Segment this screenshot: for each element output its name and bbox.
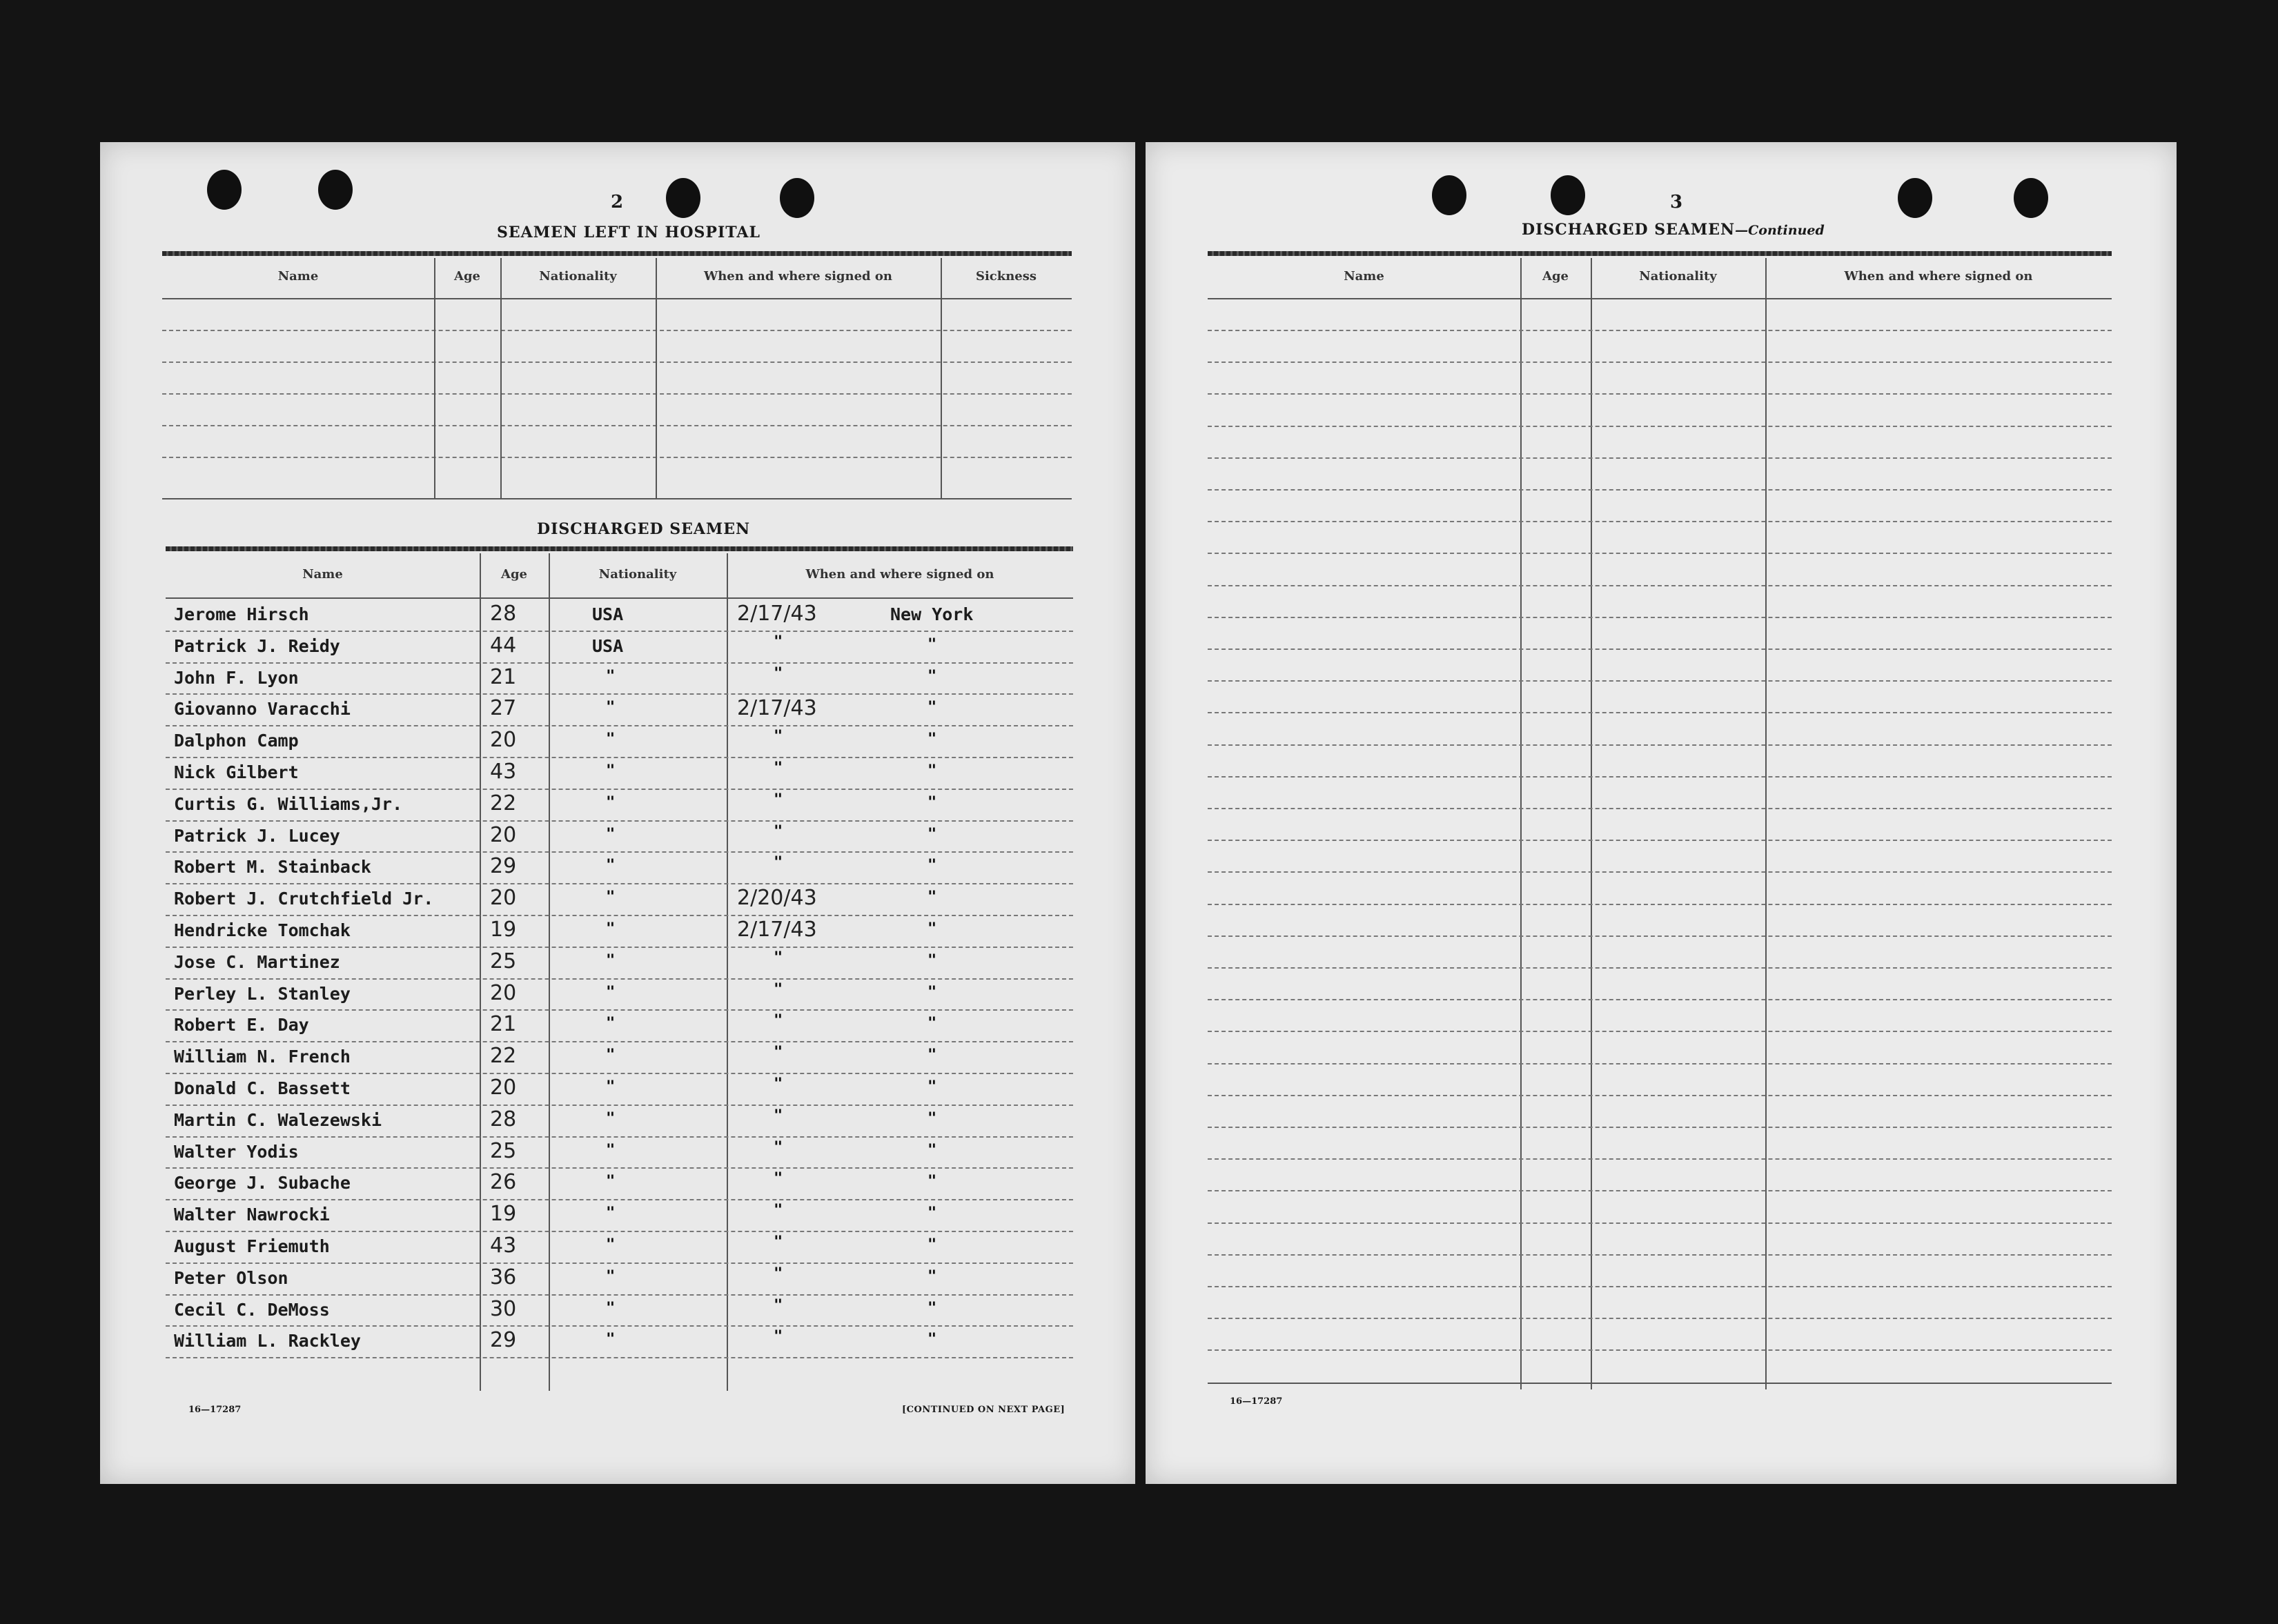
table-row [166, 853, 1073, 884]
cell-place: " [927, 951, 937, 969]
cell-date: " [774, 1265, 783, 1283]
cell-age: 22 [490, 1044, 517, 1069]
cell-name: John F. Lyon [174, 667, 299, 688]
continued-table [1208, 251, 2112, 1389]
cell-age: 28 [490, 602, 517, 626]
cell-place: " [927, 1109, 937, 1127]
cell-date: " [774, 1138, 783, 1156]
cell-age: 44 [490, 633, 517, 657]
cell-date: " [774, 1012, 783, 1030]
cell-name: Patrick J. Lucey [174, 825, 340, 846]
table-row [166, 1138, 1073, 1169]
cell-name: August Friemuth [174, 1236, 330, 1256]
right-section-title: DISCHARGED SEAMEN—Continued [1522, 221, 1825, 239]
right-page [1146, 142, 2177, 1484]
table-row [166, 1200, 1073, 1232]
table-row [166, 980, 1073, 1011]
cell-age: 20 [490, 1076, 517, 1100]
punch-hole [2014, 178, 2048, 218]
cell-name: Walter Nawrocki [174, 1205, 330, 1225]
table-row [166, 790, 1073, 822]
table-row [166, 1074, 1073, 1106]
table-row [166, 1232, 1073, 1264]
cell-name: Jerome Hirsch [174, 604, 309, 624]
cell-age: 29 [490, 854, 517, 879]
cell-date: " [774, 791, 783, 809]
cell-nationality: " [606, 825, 616, 843]
cell-name: Cecil C. DeMoss [174, 1299, 330, 1320]
table-row [166, 600, 1073, 632]
header-sickness: Sickness [975, 269, 1037, 284]
cell-date: " [774, 664, 783, 682]
header-signed-on: When and where signed on [704, 269, 892, 284]
header-nationality: Nationality [539, 269, 617, 284]
cell-nationality: " [606, 699, 616, 717]
cell-name: Robert E. Day [174, 1015, 309, 1036]
cell-place: " [927, 1236, 937, 1254]
cell-name: Giovanno Varacchi [174, 699, 351, 720]
punch-hole [780, 178, 814, 218]
header-name: Name [302, 567, 343, 582]
form-number: 16—17287 [1230, 1396, 1283, 1407]
left-page [100, 142, 1135, 1484]
cell-nationality: " [606, 1331, 616, 1349]
punch-hole [1551, 175, 1585, 215]
discharged-table [166, 546, 1073, 1402]
cell-nationality: " [606, 1205, 616, 1222]
cell-name: Dalphon Camp [174, 731, 299, 751]
cell-name: William L. Rackley [174, 1331, 361, 1351]
cell-age: 21 [490, 1012, 517, 1037]
table-row [166, 1169, 1073, 1200]
cell-name: Peter Olson [174, 1267, 288, 1288]
table-row [166, 822, 1073, 853]
cell-date: " [774, 760, 783, 777]
table-row [166, 1011, 1073, 1042]
cell-place: " [927, 857, 937, 875]
cell-place: " [927, 793, 937, 811]
punch-hole [666, 178, 700, 218]
cell-date: " [774, 1044, 783, 1062]
cell-age: 20 [490, 822, 517, 847]
cell-age: 21 [490, 664, 517, 689]
discharged-section-title: DISCHARGED SEAMEN [537, 520, 751, 538]
cell-nationality: " [606, 983, 616, 1001]
cell-age: 20 [490, 980, 517, 1005]
table-row [166, 758, 1073, 790]
cell-place: " [927, 889, 937, 907]
cell-name: George J. Subache [174, 1173, 351, 1194]
cell-date: 2/17/43 [737, 696, 817, 721]
cell-age: 19 [490, 1202, 517, 1227]
cell-name: Nick Gilbert [174, 762, 299, 782]
cell-date: " [774, 949, 783, 967]
cell-age: 19 [490, 918, 517, 942]
page-number: 2 [611, 192, 624, 212]
header-nationality: Nationality [1639, 269, 1717, 284]
cell-nationality: " [606, 920, 616, 938]
cell-place: " [927, 1047, 937, 1064]
cell-date: " [774, 1076, 783, 1093]
table-row [166, 1296, 1073, 1327]
table-row [166, 695, 1073, 726]
cell-nationality: " [606, 1299, 616, 1317]
cell-name: Robert J. Crutchfield Jr. [174, 889, 434, 909]
cell-date: " [774, 1296, 783, 1314]
cell-nationality: " [606, 1109, 616, 1127]
table-row [166, 726, 1073, 758]
cell-nationality: " [606, 731, 616, 749]
cell-place: " [927, 1141, 937, 1159]
cell-name: Patrick J. Reidy [174, 635, 340, 656]
cell-age: 30 [490, 1296, 517, 1321]
cell-place: " [927, 699, 937, 717]
cell-nationality: " [606, 1267, 616, 1285]
cell-date: " [774, 1234, 783, 1251]
cell-date: " [774, 633, 783, 651]
cell-place: " [927, 825, 937, 843]
cell-nationality: " [606, 857, 616, 875]
punch-hole [318, 170, 353, 210]
cell-age: 25 [490, 949, 517, 973]
header-age: Age [1542, 269, 1569, 284]
cell-age: 20 [490, 728, 517, 753]
cell-date: " [774, 1202, 783, 1220]
cell-age: 29 [490, 1328, 517, 1353]
cell-date: 2/20/43 [737, 886, 817, 911]
header-age: Age [500, 567, 527, 582]
table-row [166, 948, 1073, 980]
cell-name: Curtis G. Williams,Jr. [174, 793, 403, 814]
cell-nationality: " [606, 1236, 616, 1254]
cell-age: 27 [490, 696, 517, 721]
cell-place: " [927, 1267, 937, 1285]
cell-nationality: " [606, 889, 616, 907]
cell-place: " [927, 1331, 937, 1349]
cell-nationality: " [606, 1015, 616, 1033]
cell-name: Perley L. Stanley [174, 983, 351, 1004]
cell-name: Robert M. Stainback [174, 857, 371, 878]
table-row [166, 1264, 1073, 1296]
header-signed-on: When and where signed on [1844, 269, 2033, 284]
cell-date: " [774, 1328, 783, 1346]
cell-nationality: " [606, 793, 616, 811]
header-signed-on: When and where signed on [805, 567, 994, 582]
table-row [166, 884, 1073, 916]
cell-date: " [774, 728, 783, 746]
cell-nationality: " [606, 762, 616, 780]
cell-date: " [774, 1170, 783, 1188]
cell-place: " [927, 1299, 937, 1317]
cell-place: " [927, 1173, 937, 1191]
cell-place: " [927, 1205, 937, 1222]
cell-place: " [927, 762, 937, 780]
cell-name: Donald C. Bassett [174, 1078, 351, 1098]
cell-nationality: " [606, 951, 616, 969]
cell-age: 22 [490, 791, 517, 815]
table-row [166, 1327, 1073, 1358]
cell-age: 28 [490, 1107, 517, 1131]
cell-place: " [927, 983, 937, 1001]
cell-place: " [927, 731, 937, 749]
cell-name: Hendricke Tomchak [174, 920, 351, 940]
form-number: 16—17287 [188, 1405, 242, 1415]
cell-date: " [774, 822, 783, 840]
cell-date: 2/17/43 [737, 602, 817, 626]
cell-name: William N. French [174, 1047, 351, 1067]
punch-hole [1432, 175, 1466, 215]
cell-date: " [774, 980, 783, 998]
cell-place: " [927, 667, 937, 685]
hospital-table [162, 251, 1072, 508]
table-row [166, 1106, 1073, 1138]
table-row [166, 664, 1073, 695]
cell-nationality: USA [592, 604, 624, 624]
cell-age: 25 [490, 1138, 517, 1163]
cell-age: 26 [490, 1170, 517, 1195]
cell-place: New York [890, 604, 974, 624]
cell-age: 36 [490, 1265, 517, 1289]
page-number: 3 [1670, 192, 1683, 212]
cell-place: " [927, 920, 937, 938]
cell-place: " [927, 1078, 937, 1096]
cell-nationality: " [606, 667, 616, 685]
cell-place: " [927, 635, 937, 653]
header-name: Name [1344, 269, 1384, 284]
continued-note: [CONTINUED ON NEXT PAGE] [902, 1405, 1066, 1415]
cell-nationality: " [606, 1173, 616, 1191]
table-row [166, 1042, 1073, 1074]
cell-name: Martin C. Walezewski [174, 1109, 382, 1130]
cell-age: 43 [490, 760, 517, 784]
cell-nationality: " [606, 1141, 616, 1159]
cell-age: 43 [490, 1234, 517, 1258]
cell-nationality: USA [592, 635, 624, 656]
cell-date: " [774, 1107, 783, 1125]
cell-name: Jose C. Martinez [174, 951, 340, 972]
table-row [166, 916, 1073, 948]
cell-nationality: " [606, 1047, 616, 1064]
cell-age: 20 [490, 886, 517, 911]
punch-hole [207, 170, 242, 210]
header-age: Age [453, 269, 480, 284]
header-nationality: Nationality [598, 567, 677, 582]
hospital-section-title: SEAMEN LEFT IN HOSPITAL [497, 224, 760, 241]
header-name: Name [277, 269, 319, 284]
cell-name: Walter Yodis [174, 1141, 299, 1162]
punch-hole [1898, 178, 1932, 218]
table-row [166, 632, 1073, 664]
cell-nationality: " [606, 1078, 616, 1096]
cell-date: " [774, 854, 783, 872]
cell-date: 2/17/43 [737, 918, 817, 942]
cell-place: " [927, 1015, 937, 1033]
